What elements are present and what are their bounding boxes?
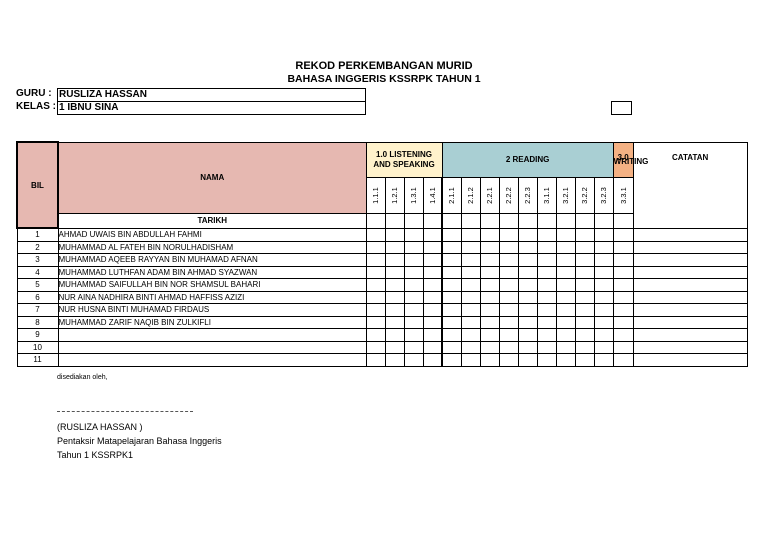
score-cell[interactable]	[594, 279, 613, 292]
score-cell[interactable]	[404, 316, 423, 329]
score-cell[interactable]	[423, 304, 442, 317]
row-number: 11	[17, 354, 58, 367]
code-cell: 1.4.1	[423, 177, 442, 213]
score-cell[interactable]	[423, 241, 442, 254]
score-cell[interactable]	[518, 291, 537, 304]
score-cell[interactable]	[613, 304, 633, 317]
score-cell[interactable]	[423, 279, 442, 292]
score-cell[interactable]	[404, 329, 423, 342]
score-cell[interactable]	[404, 241, 423, 254]
score-cell[interactable]	[480, 316, 499, 329]
score-cell[interactable]	[575, 228, 594, 241]
blank-box	[611, 101, 632, 115]
score-cell[interactable]	[594, 304, 613, 317]
score-cell[interactable]	[385, 354, 404, 367]
score-cell[interactable]	[385, 254, 404, 267]
score-cell[interactable]	[480, 291, 499, 304]
score-cell[interactable]	[442, 341, 461, 354]
score-cell[interactable]	[537, 316, 556, 329]
score-cell[interactable]	[385, 266, 404, 279]
score-cell[interactable]	[575, 291, 594, 304]
score-cell[interactable]	[499, 266, 518, 279]
score-cell[interactable]	[461, 241, 480, 254]
score-cell[interactable]	[594, 266, 613, 279]
score-cell[interactable]	[404, 291, 423, 304]
score-cell[interactable]	[385, 304, 404, 317]
score-cell[interactable]	[385, 316, 404, 329]
score-cell[interactable]	[461, 341, 480, 354]
score-cell[interactable]	[613, 291, 633, 304]
tarikh-cell[interactable]	[594, 213, 613, 228]
score-cell[interactable]	[480, 254, 499, 267]
score-cell[interactable]	[499, 354, 518, 367]
code-cell: 3.2.1	[556, 177, 575, 213]
tarikh-cell[interactable]	[556, 213, 575, 228]
score-cell[interactable]	[499, 291, 518, 304]
table-row	[17, 228, 747, 241]
score-cell[interactable]	[404, 354, 423, 367]
catatan-cell[interactable]	[633, 354, 747, 367]
tarikh-cell[interactable]	[613, 213, 633, 228]
student-name[interactable]: NUR HUSNA BINTI MUHAMAD FIRDAUS	[58, 304, 366, 317]
score-cell[interactable]	[480, 228, 499, 241]
score-cell[interactable]	[404, 279, 423, 292]
row-number: 7	[17, 304, 58, 317]
score-cell[interactable]	[613, 316, 633, 329]
signer-name: (RUSLIZA HASSAN )	[57, 422, 143, 432]
tarikh-cell[interactable]	[499, 213, 518, 228]
score-cell[interactable]	[385, 279, 404, 292]
score-cell[interactable]	[404, 341, 423, 354]
score-cell[interactable]	[537, 228, 556, 241]
score-cell[interactable]	[499, 279, 518, 292]
score-cell[interactable]	[575, 266, 594, 279]
score-cell[interactable]	[575, 279, 594, 292]
score-cell[interactable]	[423, 291, 442, 304]
score-cell[interactable]	[366, 241, 385, 254]
score-cell[interactable]	[594, 341, 613, 354]
score-cell[interactable]	[385, 291, 404, 304]
score-cell[interactable]	[537, 279, 556, 292]
score-cell[interactable]	[594, 254, 613, 267]
score-cell[interactable]	[461, 254, 480, 267]
score-cell[interactable]	[556, 329, 575, 342]
score-cell[interactable]	[499, 304, 518, 317]
table-row	[17, 354, 747, 367]
catatan-cell[interactable]	[633, 266, 747, 279]
score-cell[interactable]	[575, 254, 594, 267]
code-cell: 2.1.1	[442, 177, 461, 213]
score-cell[interactable]	[480, 304, 499, 317]
record-table	[16, 141, 748, 367]
score-cell[interactable]	[575, 329, 594, 342]
score-cell[interactable]	[499, 316, 518, 329]
score-cell[interactable]	[480, 266, 499, 279]
student-name[interactable]: MUHAMMAD SAIFULLAH BIN NOR SHAMSUL BAHARI	[58, 279, 366, 292]
score-cell[interactable]	[480, 354, 499, 367]
score-cell[interactable]	[556, 241, 575, 254]
score-cell[interactable]	[442, 279, 461, 292]
score-cell[interactable]	[556, 354, 575, 367]
score-cell[interactable]	[499, 341, 518, 354]
guru-field[interactable]: RUSLIZA HASSAN	[57, 88, 366, 102]
student-name[interactable]: MUHAMMAD ZARIF NAQIB BIN ZULKIFLI	[58, 316, 366, 329]
page-subtitle: BAHASA INGGERIS KSSRPK TAHUN 1	[287, 73, 481, 85]
score-cell[interactable]	[613, 279, 633, 292]
score-cell[interactable]	[366, 341, 385, 354]
catatan-cell[interactable]	[633, 341, 747, 354]
student-name[interactable]	[58, 341, 366, 354]
score-cell[interactable]	[423, 266, 442, 279]
code-cell: 3.1.1	[537, 177, 556, 213]
score-cell[interactable]	[442, 329, 461, 342]
tarikh-cell[interactable]	[366, 213, 385, 228]
score-cell[interactable]	[366, 354, 385, 367]
table-row	[17, 266, 747, 279]
score-cell[interactable]	[461, 354, 480, 367]
score-cell[interactable]	[556, 279, 575, 292]
score-cell[interactable]	[366, 329, 385, 342]
score-cell[interactable]	[442, 241, 461, 254]
score-cell[interactable]	[366, 254, 385, 267]
score-cell[interactable]	[423, 316, 442, 329]
score-cell[interactable]	[442, 228, 461, 241]
score-cell[interactable]	[556, 291, 575, 304]
score-cell[interactable]	[366, 279, 385, 292]
student-name[interactable]	[58, 329, 366, 342]
score-cell[interactable]	[518, 341, 537, 354]
student-name[interactable]: MUHAMMAD AQEEB RAYYAN BIN MUHAMAD AFNAN	[58, 254, 366, 267]
score-cell[interactable]	[613, 354, 633, 367]
tarikh-cell[interactable]	[537, 213, 556, 228]
student-name[interactable]: NUR AINA NADHIRA BINTI AHMAD HAFFISS AZIZI	[58, 291, 366, 304]
guru-label: GURU :	[16, 88, 52, 99]
score-cell[interactable]	[575, 341, 594, 354]
code-cell: 3.3.1	[613, 177, 633, 213]
score-cell[interactable]	[613, 254, 633, 267]
score-cell[interactable]	[385, 329, 404, 342]
listening-header: 1.0 LISTENING AND SPEAKING	[366, 142, 442, 177]
row-number: 1	[17, 228, 58, 241]
reading-header: 2 READING	[442, 142, 613, 177]
page-title: REKOD PERKEMBANGAN MURID	[295, 60, 473, 72]
code-cell: 3.2.2	[575, 177, 594, 213]
score-cell[interactable]	[537, 266, 556, 279]
score-cell[interactable]	[594, 316, 613, 329]
student-name[interactable]	[58, 354, 366, 367]
score-cell[interactable]	[480, 241, 499, 254]
score-cell[interactable]	[442, 354, 461, 367]
signer-class: Tahun 1 KSSRPK1	[57, 450, 134, 460]
table-row	[17, 329, 747, 342]
score-cell[interactable]	[613, 228, 633, 241]
score-cell[interactable]	[442, 316, 461, 329]
catatan-cell[interactable]	[633, 304, 747, 317]
score-cell[interactable]	[442, 266, 461, 279]
score-cell[interactable]	[537, 241, 556, 254]
table-row	[17, 341, 747, 354]
score-cell[interactable]	[499, 228, 518, 241]
score-cell[interactable]	[518, 241, 537, 254]
row-number: 9	[17, 329, 58, 342]
nama-header: NAMA	[58, 142, 366, 213]
score-cell[interactable]	[537, 304, 556, 317]
score-cell[interactable]	[499, 329, 518, 342]
score-cell[interactable]	[423, 341, 442, 354]
tarikh-cell[interactable]	[480, 213, 499, 228]
score-cell[interactable]	[556, 266, 575, 279]
score-cell[interactable]	[480, 329, 499, 342]
score-cell[interactable]	[518, 279, 537, 292]
tarikh-cell[interactable]	[442, 213, 461, 228]
score-cell[interactable]	[442, 254, 461, 267]
row-number: 5	[17, 279, 58, 292]
score-cell[interactable]	[366, 228, 385, 241]
score-cell[interactable]	[575, 304, 594, 317]
score-cell[interactable]	[594, 241, 613, 254]
score-cell[interactable]	[518, 228, 537, 241]
score-cell[interactable]	[423, 354, 442, 367]
prepared-by: disediakan oleh,	[57, 374, 108, 381]
score-cell[interactable]	[556, 254, 575, 267]
score-cell[interactable]	[461, 316, 480, 329]
score-cell[interactable]	[366, 291, 385, 304]
score-cell[interactable]	[537, 329, 556, 342]
row-number: 6	[17, 291, 58, 304]
score-cell[interactable]	[575, 241, 594, 254]
score-cell[interactable]	[499, 241, 518, 254]
table-row	[17, 291, 747, 304]
code-cell: 2.2.1	[480, 177, 499, 213]
score-cell[interactable]	[537, 354, 556, 367]
catatan-cell[interactable]	[633, 329, 747, 342]
score-cell[interactable]	[385, 341, 404, 354]
kelas-label: KELAS :	[16, 101, 56, 112]
student-name[interactable]: MUHAMMAD AL FATEH BIN NORULHADISHAM	[58, 241, 366, 254]
code-cell: 1.1.1	[366, 177, 385, 213]
row-number: 4	[17, 266, 58, 279]
score-cell[interactable]	[613, 266, 633, 279]
score-cell[interactable]	[537, 291, 556, 304]
score-cell[interactable]	[537, 341, 556, 354]
score-cell[interactable]	[613, 341, 633, 354]
kelas-field[interactable]: 1 IBNU SINA	[57, 101, 366, 115]
table-row	[17, 241, 747, 254]
score-cell[interactable]	[594, 291, 613, 304]
tarikh-label: TARIKH	[58, 213, 366, 228]
score-cell[interactable]	[461, 279, 480, 292]
score-cell[interactable]	[442, 291, 461, 304]
code-cell: 1.2.1	[385, 177, 404, 213]
score-cell[interactable]	[461, 329, 480, 342]
score-cell[interactable]	[518, 304, 537, 317]
catatan-header: CATATAN	[633, 142, 747, 228]
score-cell[interactable]	[556, 228, 575, 241]
catatan-cell[interactable]	[633, 241, 747, 254]
score-cell[interactable]	[385, 241, 404, 254]
student-name[interactable]: AHMAD UWAIS BIN ABDULLAH FAHMI	[58, 228, 366, 241]
score-cell[interactable]	[594, 228, 613, 241]
score-cell[interactable]	[613, 241, 633, 254]
writing-header: 3.0 WRITING	[613, 142, 633, 177]
tarikh-cell[interactable]	[404, 213, 423, 228]
signature-line	[57, 411, 193, 412]
score-cell[interactable]	[461, 304, 480, 317]
tarikh-cell[interactable]	[423, 213, 442, 228]
tarikh-cell[interactable]	[575, 213, 594, 228]
score-cell[interactable]	[423, 228, 442, 241]
score-cell[interactable]	[537, 254, 556, 267]
score-cell[interactable]	[556, 316, 575, 329]
score-cell[interactable]	[518, 316, 537, 329]
score-cell[interactable]	[404, 228, 423, 241]
score-cell[interactable]	[461, 228, 480, 241]
score-cell[interactable]	[366, 266, 385, 279]
score-cell[interactable]	[556, 304, 575, 317]
score-cell[interactable]	[518, 329, 537, 342]
code-cell: 2.1.2	[461, 177, 480, 213]
table-row	[17, 279, 747, 292]
score-cell[interactable]	[404, 254, 423, 267]
catatan-cell[interactable]	[633, 279, 747, 292]
tarikh-cell[interactable]	[518, 213, 537, 228]
score-cell[interactable]	[556, 341, 575, 354]
score-cell[interactable]	[613, 329, 633, 342]
row-number: 3	[17, 254, 58, 267]
score-cell[interactable]	[518, 254, 537, 267]
bil-header: BIL	[17, 142, 58, 228]
score-cell[interactable]	[442, 304, 461, 317]
row-number: 2	[17, 241, 58, 254]
score-cell[interactable]	[480, 341, 499, 354]
score-cell[interactable]	[366, 316, 385, 329]
code-cell: 2.2.2	[499, 177, 518, 213]
table-row	[17, 304, 747, 317]
score-cell[interactable]	[366, 304, 385, 317]
row-number: 8	[17, 316, 58, 329]
score-cell[interactable]	[518, 354, 537, 367]
score-cell[interactable]	[423, 329, 442, 342]
score-cell[interactable]	[575, 354, 594, 367]
score-cell[interactable]	[518, 266, 537, 279]
score-cell[interactable]	[594, 354, 613, 367]
score-cell[interactable]	[461, 291, 480, 304]
tarikh-cell[interactable]	[461, 213, 480, 228]
score-cell[interactable]	[480, 279, 499, 292]
score-cell[interactable]	[404, 266, 423, 279]
catatan-cell[interactable]	[633, 228, 747, 241]
student-name[interactable]: MUHAMMAD LUTHFAN ADAM BIN AHMAD SYAZWAN	[58, 266, 366, 279]
code-cell: 3.2.3	[594, 177, 613, 213]
table-row	[17, 254, 747, 267]
score-cell[interactable]	[423, 254, 442, 267]
score-cell[interactable]	[461, 266, 480, 279]
score-cell[interactable]	[385, 228, 404, 241]
signer-role: Pentaksir Matapelajaran Bahasa Inggeris	[57, 436, 222, 446]
tarikh-cell[interactable]	[385, 213, 404, 228]
code-cell: 2.2.3	[518, 177, 537, 213]
code-cell: 1.3.1	[404, 177, 423, 213]
score-cell[interactable]	[404, 304, 423, 317]
score-cell[interactable]	[499, 254, 518, 267]
table-row	[17, 316, 747, 329]
catatan-cell[interactable]	[633, 316, 747, 329]
score-cell[interactable]	[594, 329, 613, 342]
row-number: 10	[17, 341, 58, 354]
score-cell[interactable]	[575, 316, 594, 329]
catatan-cell[interactable]	[633, 291, 747, 304]
catatan-cell[interactable]	[633, 254, 747, 267]
